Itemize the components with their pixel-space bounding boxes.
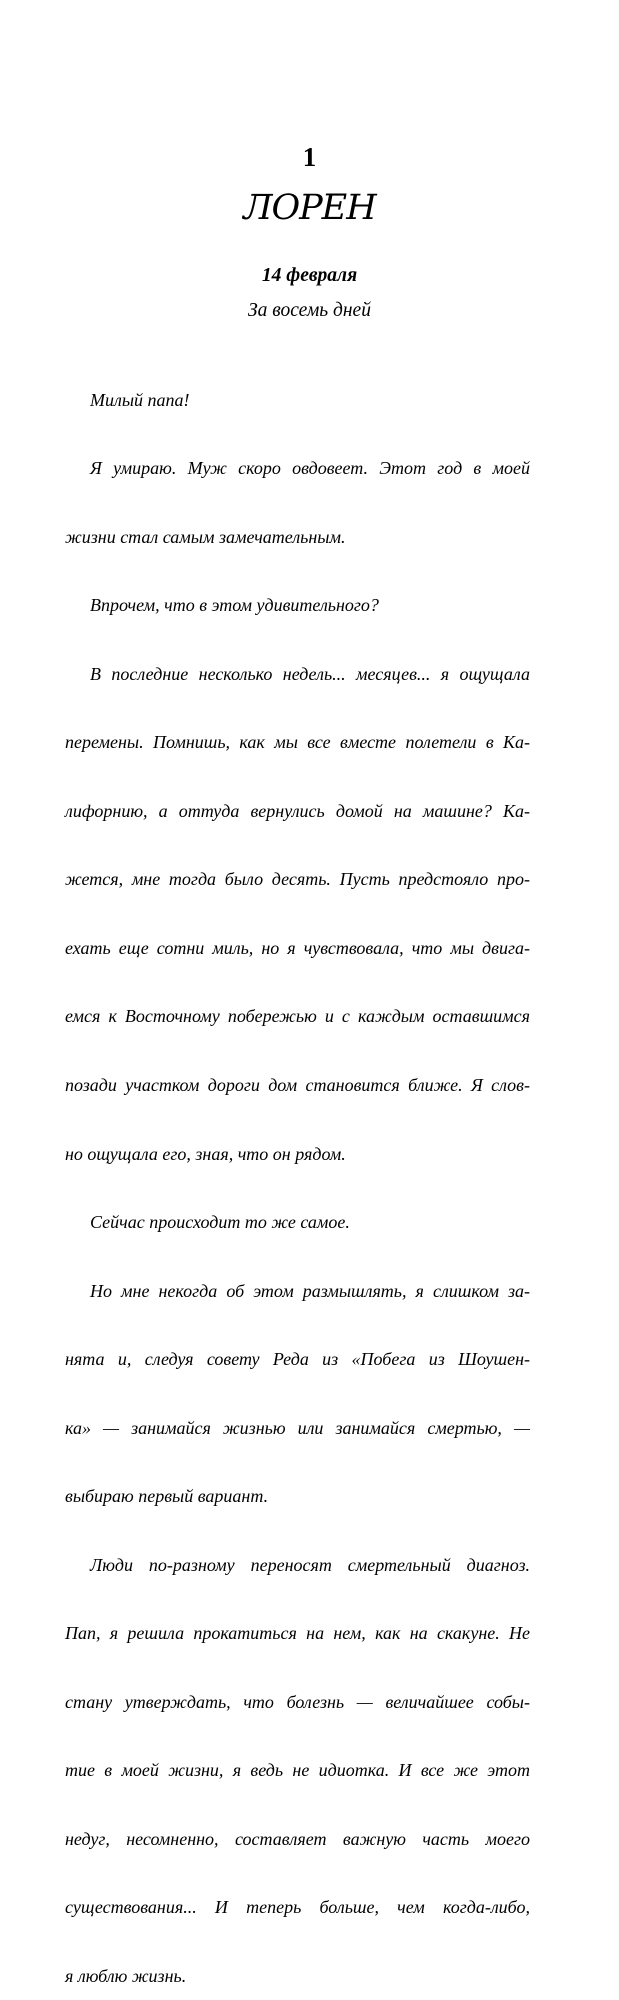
letter-line: недуг, несомненно, составляет важную часть моего [65, 1828, 530, 1849]
chapter-title: ЛОРЕН [243, 188, 376, 228]
letter-line: лифорнию, а оттуда вернулись домой на машине? Ка- [65, 800, 530, 821]
letter-line: жется, мне тогда было десять. Пусть предстояло про- [65, 869, 530, 890]
letter-line: емся к Восточному побережью и с каждым оставшимся [65, 1006, 530, 1027]
letter-line: но ощущала его, зная, что он рядом. [65, 1143, 346, 1164]
letter-line: существования... И теперь больше, чем когда-либо, [65, 1897, 530, 1918]
letter-line: Сейчас происходит то же самое. [90, 1212, 350, 1233]
letter-line: ка» — занимайся жизнью или занимайся смертью, — [65, 1417, 530, 1438]
letter-line: В последние несколько недель... месяцев... я ощущала [90, 663, 530, 684]
letter-line: Пап, я решила прокатиться на нем, как на скакуне. Не [65, 1623, 530, 1644]
entry-subtitle: За восемь дней [248, 300, 371, 321]
letter-line: перемены. Помнишь, как мы все вместе полетели в Ка- [65, 732, 530, 753]
letter-line: нята и, следуя совету Реда из «Побега из Шоушен- [65, 1349, 530, 1370]
letter-line: ехать еще сотни миль, но я чувствовала, что мы двига- [65, 937, 530, 958]
letter-line: выбираю первый вариант. [65, 1486, 269, 1507]
letter-line: жизни стал самым замечательным. [65, 526, 346, 547]
letter-line: Милый папа! [90, 389, 190, 410]
entry-date: 14 февраля [261, 265, 358, 286]
letter-body [65, 343, 530, 2000]
letter-line: Но мне некогда об этом размышлять, я слишком за- [90, 1280, 530, 1301]
letter-line: позади участком дороги дом становится ближе. Я слов- [65, 1075, 530, 1095]
letter-line: тие в моей жизни, я ведь не идиотка. И все же этот [65, 1760, 530, 1781]
letter-line: стану утверждать, что болезнь — величайшее собы- [65, 1691, 530, 1712]
letter-line: Я умираю. Муж скоро овдовеет. Этот год в моей [90, 458, 530, 479]
letter-line: я люблю жизнь. [65, 1965, 187, 1986]
letter-line: Впрочем, что в этом удивительного? [90, 595, 379, 616]
letter-line: Люди по-разному переносят смертельный диагноз. [90, 1554, 530, 1575]
chapter-number: 1 [302, 142, 317, 172]
